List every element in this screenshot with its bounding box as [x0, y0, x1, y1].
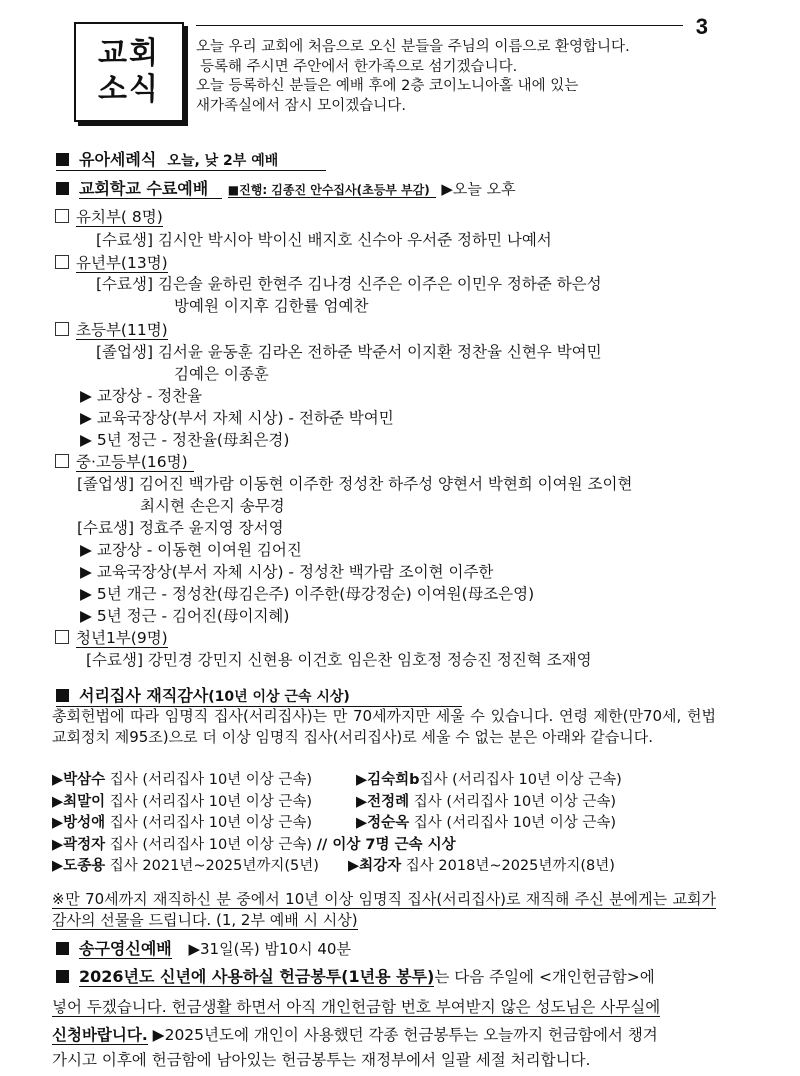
envelope-text: 신청바랍니다.	[52, 1026, 148, 1044]
deacon-row: ▶박삼수 집사 (서리집사 10년 이상 근속) ▶김숙희b집사 (서리집사 10년 이상 근속)	[52, 772, 622, 788]
elementary-award: ▶ 교장상 - 정찬율	[80, 387, 203, 405]
deacon-note-text: ※만 70세까지 재직하신 분 중에서 10년 이상 임명직 집사(서리집사)로 재직해 주신 분에게는 교회가 감사의 선물을 드립니다. (1, 2부 예배 시 시상)	[52, 890, 716, 929]
welcome-line: 오늘 등록하신 분들은 예배 후에 2층 코이노니아홀 내에 있는	[196, 78, 579, 94]
checkbox-icon	[55, 255, 69, 269]
youth-line: 방예원 이지후 김한률 엄예찬	[174, 297, 369, 315]
deacon-row: ▶방성애 집사 (서리집사 10년 이상 근속) ▶정순옥 집사 (서리집사 10년 이상 근속)	[52, 815, 617, 831]
infant-baptism-detail: 오늘, 낮 2부 예배	[167, 153, 279, 169]
middle-high-line: 최시현 손은지 송무경	[140, 497, 285, 515]
envelope-line	[52, 1022, 716, 1048]
youth-name: 유년부(13명)	[76, 254, 168, 272]
welcome-line: 새가족실에서 잠시 모이겠습니다.	[196, 97, 406, 114]
school-ceremony-title: 교회학교 수료예배	[79, 179, 222, 199]
youth-heading	[55, 253, 168, 274]
deacon-name: 최강자	[359, 858, 402, 874]
infant-baptism-title: 유아세례식	[79, 150, 157, 169]
elementary-award: ▶ 교육국장상(부서 자체 시상) - 전하준 박여민	[80, 409, 394, 427]
envelope-notice	[52, 962, 716, 1072]
deacon-name: 곽정자	[63, 836, 106, 853]
envelope-line	[52, 962, 716, 992]
young-adult-line: [수료생] 강민경 강민지 신현용 이건호 임은찬 임호정 정승진 정진혁 조재영	[86, 651, 592, 669]
welcome-message	[196, 38, 630, 116]
deacon-desc: 집사 (서리집사 10년 이상 근속)	[419, 772, 622, 788]
deacon-desc: 집사 (서리집사 10년 이상 근속)	[105, 793, 313, 810]
envelope-text: 넣어 두겠습니다. 헌금생활 하면서 아직 개인헌금함 번호 부여받지 않은 성도님은 사무실에	[52, 998, 661, 1016]
checkbox-icon	[55, 322, 69, 336]
welcome-line: 등록해 주시면 주안에서 한가족으로 섬기겠습니다.	[200, 58, 518, 75]
infant-baptism-heading	[56, 147, 326, 171]
middle-high-heading	[55, 452, 194, 473]
deacon-desc: 집사 (서리집사 10년 이상 근속)	[105, 772, 313, 788]
deacon-title: 서리집사 재직감사	[79, 686, 209, 705]
deacon-heading	[56, 683, 462, 707]
square-bullet-icon	[56, 182, 69, 195]
deacon-desc: 집사 (서리집사 10년 이상 근속)	[105, 815, 313, 831]
school-ceremony-time: ▶오늘 오후	[441, 180, 516, 198]
checkbox-icon	[55, 630, 69, 644]
square-bullet-icon	[56, 689, 69, 702]
deacon-name: 방성애	[63, 815, 106, 831]
square-bullet-icon	[56, 942, 69, 955]
envelope-title: 2026년도 신년에 사용하실 헌금봉투(1년용 봉투)	[79, 967, 435, 986]
elementary-heading	[55, 320, 168, 341]
envelope-text: ▶2025년도에 개인이 사용했던 각종 헌금봉투는 오늘까지 헌금함에서 챙겨	[147, 1026, 658, 1044]
middle-high-award: ▶ 교장상 - 이동현 이여원 김어진	[80, 541, 302, 559]
deacon-desc: 집사 (서리집사 10년 이상 근속)	[409, 815, 617, 831]
square-bullet-icon	[56, 970, 69, 983]
square-bullet-icon	[56, 153, 69, 166]
middle-high-award: ▶ 5년 개근 - 정성찬(母김은주) 이주한(母강정순) 이여원(母조은영)	[80, 585, 535, 603]
top-divider	[196, 25, 683, 26]
middle-high-award: ▶ 교육국장상(부서 자체 시상) - 정성찬 백가람 조이현 이주한	[80, 563, 494, 581]
middle-high-award: ▶ 5년 정근 - 김어진(母이지혜)	[80, 607, 290, 625]
deacon-name: 도종용	[63, 858, 106, 874]
deacon-name: 정순옥	[367, 815, 410, 831]
welcome-line: 오늘 우리 교회에 처음으로 오신 분들을 주님의 이름으로 환영합니다.	[196, 39, 630, 55]
deacon-desc: 집사 2021년~2025년까지(5년)	[105, 858, 319, 874]
deacon-desc: 집사 (서리집사 10년 이상 근속)	[409, 793, 617, 810]
deacon-name: 김숙희b	[367, 772, 420, 788]
deacon-list	[52, 770, 622, 878]
deacon-row: ▶곽정자 집사 (서리집사 10년 이상 근속) // 이상 7명 근속 시상	[52, 836, 456, 853]
badge-line-2: 소식	[98, 72, 160, 107]
elementary-line: 김예은 이종훈	[174, 365, 269, 383]
school-ceremony-lead: ■진행: 김종진 안수집사(초등부 부감)	[228, 183, 436, 198]
badge-line-1: 교회	[98, 36, 160, 71]
deacon-paragraph: 총회헌법에 따라 임명직 집사(서리집사)는 만 70세까지만 세울 수 있습니다. 연령 제한(만70세, 헌법 교회정치 제95조)으로 더 이상 임명직 집사(서리집사)로 세울 수 없는 분은 아래와 같습니다.	[52, 707, 716, 746]
checkbox-icon	[55, 209, 69, 223]
deacon-row: ▶최말이 집사 (서리집사 10년 이상 근속) ▶전정례 집사 (서리집사 10년 이상 근속)	[52, 793, 617, 810]
page-number: 3	[695, 14, 708, 39]
envelope-text: 가시고 이후에 헌금함에 남아있는 헌금봉투는 재정부에서 일괄 세절 처리합니다.	[52, 1051, 591, 1069]
kindergarten-heading	[55, 207, 163, 228]
deacon-name: 최말이	[63, 793, 106, 810]
deacon-title-sub: (10년 이상 근속 시상)	[208, 689, 350, 705]
kindergarten-name: 유치부( 8명)	[76, 208, 163, 226]
new-year-eve-heading	[56, 936, 351, 959]
deacon-desc: 집사 (서리집사 10년 이상 근속)	[105, 836, 317, 853]
envelope-line	[52, 992, 716, 1022]
school-ceremony-heading	[56, 176, 516, 199]
new-year-eve-detail: ▶31일(목) 밤10시 40분	[188, 940, 351, 958]
youth-line: [수료생] 김은솔 윤하린 한현주 김나경 신주은 이주은 이민우 정하준 하은성	[96, 275, 602, 293]
kindergarten-line: [수료생] 김시안 박시아 박이신 배지호 신수아 우서준 정하민 나예서	[96, 231, 552, 249]
elementary-line: [졸업생] 김서윤 윤동훈 김라온 전하준 박준서 이지환 정찬율 신현우 박여민	[96, 343, 602, 361]
deacon-name: 박삼수	[63, 772, 106, 788]
church-news-badge	[74, 22, 184, 122]
envelope-text: 는 다음 주일에 <개인헌금함>에	[434, 968, 655, 986]
young-adult-name: 청년1부(9명)	[76, 629, 168, 647]
deacon-name: 전정례	[367, 793, 410, 810]
young-adult-heading	[55, 628, 168, 649]
deacon-row: ▶도종용 집사 2021년~2025년까지(5년) ▶최강자 집사 2018년~2025년까지(8년)	[52, 858, 615, 874]
middle-high-name: 중·고등부(16명)	[76, 453, 194, 472]
new-year-eve-title: 송구영신예배	[79, 939, 172, 958]
deacon-desc: 집사 2018년~2025년까지(8년)	[401, 858, 615, 874]
middle-high-line: [졸업생] 김어진 백가람 이동현 이주한 정성찬 하주성 양현서 박현희 이여원 조이현	[77, 475, 633, 493]
deacon-total: // 이상 7명 근속 시상	[316, 836, 456, 853]
deacon-note	[52, 889, 716, 931]
middle-high-line: [수료생] 정효주 윤지영 장서영	[77, 519, 284, 537]
envelope-line	[52, 1048, 716, 1072]
elementary-award: ▶ 5년 정근 - 정찬율(母최은경)	[80, 431, 290, 449]
checkbox-icon	[55, 454, 69, 468]
elementary-name: 초등부(11명)	[76, 321, 168, 339]
